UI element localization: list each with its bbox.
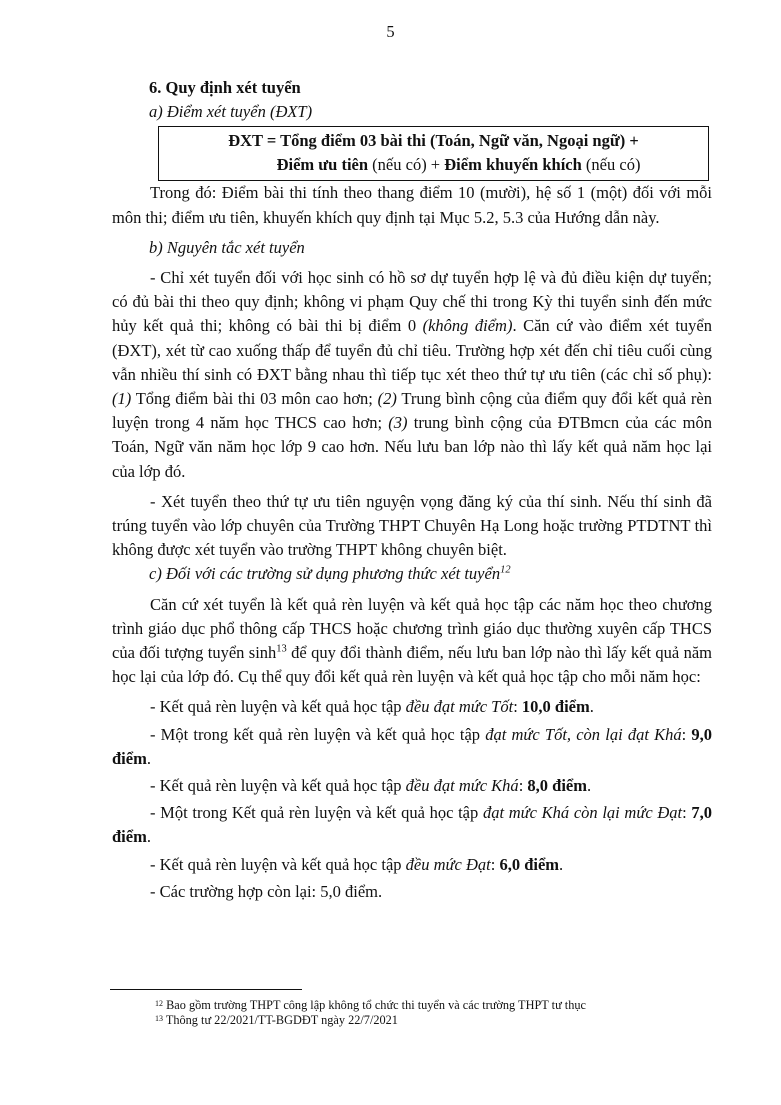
conversion-rule-item: - Kết quả rèn luyện và kết quả học tập đều đạt mức Tốt: 10,0 điểm. (150, 697, 594, 717)
conversion-rule-item: - Kết quả rèn luyện và kết quả học tập đều đạt mức Khá: 8,0 điểm. (150, 776, 592, 796)
subheading-b: b) Nguyên tắc xét tuyển (149, 237, 305, 257)
subheading-c: c) Đối với các trường sử dụng phương thức xét tuyển$^{12}$ (149, 564, 511, 584)
formula-text: (nếu có) (581, 155, 641, 175)
paragraph-a: Trong đó: Điểm bài thi tính theo thang điểm 10 (mười), hệ số 1 (một) đối với mỗi môn thi; điểm ưu tiên, khuyến khích quy định tại Mục 5.2, 5.3 của Hướng dẫn này. (112, 183, 712, 227)
conversion-rules-list (112, 695, 712, 904)
conversion-rule-item: - Kết quả rèn luyện và kết quả học tập đều mức Đạt: 6,0 điểm. (150, 854, 564, 874)
footnote-ref-13[interactable]: 13 (276, 643, 287, 655)
conversion-rule-item: - Một trong Kết quả rèn luyện và kết quả học tập đạt mức Khá còn lại mức Đạt: 7,0 điểm. (112, 803, 712, 847)
footnotes (155, 998, 586, 1028)
formula-line-1: ĐXT = Tổng điểm 03 bài thi (Toán, Ngữ văn, Ngoại ngữ) + (228, 131, 639, 151)
paragraph-c: Căn cứ xét tuyển là kết quả rèn luyện và kết quả học tập các năm học theo chương trình giáo dục phổ thông cấp THCS hoặc chương trình giáo dục thường xuyên cấp THCS của đối tượng tuyển $\sinh^{13}$ để quy đổi thành điểm, nếu lưu ban lớp nào thì lấy kết quả năm học lại của lớp đó. Cụ thể quy đổi kết quả rèn luyện và kết quả học tập cho mỗi năm học: (112, 594, 712, 687)
footnote-13 (155, 1013, 586, 1028)
footnote-ref-12[interactable]: 12 (500, 564, 511, 576)
conversion-rule-item: - Một trong kết quả rèn luyện và kết quả học tập đạt mức Tốt, còn lại đạt Khá: 9,0 điểm. (112, 724, 712, 768)
footnote-12 (155, 998, 586, 1013)
footnote-number: 13 (155, 1014, 163, 1023)
formula-priority-points: Điểm ưu tiên (276, 155, 369, 175)
paragraph-b1: - Chỉ xét tuyển đối với học sinh có hồ sơ dự tuyển hợp lệ và đủ điều kiện dự tuyển; có đủ bài thi theo quy định; không vi phạm Quy chế thi trong Kỳ thi tuyển sinh đến mức hủy kết quả thi; không có bài thi bị điểm 0 (không điểm). Căn cứ vào điểm xét tuyển (ĐXT), xét từ cao xuống thấp để tuyển đủ chỉ tiêu. Trường hợp xét đến chỉ tiêu cuối cùng vẫn nhiều thí sinh có ĐXT bằng nhau thì tiếp tục xét theo thứ tự ưu tiên (các chỉ số phụ): (1) Tổng điểm bài thi 03 môn cao hơn; (2) Trung bình cộng của điểm quy đổi kết quả rèn luyện trong 4 năm học THCS cao hơn; (3) trung bình cộng của ĐTBmcn của các môn Toán, Ngữ văn năm học lớp 9 cao hơn. Nếu lưu ban lớp nào thì lấy kết quả năm học lại của lớp đó. (112, 268, 712, 481)
section-heading: 6. Quy định xét tuyển (149, 78, 301, 97)
footnote-text: Bao gồm trường THPT công lập không tổ chức thi tuyển và các trường THPT tư thục (163, 998, 586, 1012)
page-number: 5 (386, 22, 395, 41)
paragraph-b2: - Xét tuyển theo thứ tự ưu tiên nguyện vọng đăng ký của thí sinh. Nếu thí sinh đã trúng tuyển vào lớp chuyên của Trường THPT Chuyên Hạ Long hoặc trường PTDTNT thì không được xét tuyển vào trường THPT không chuyên biệt. (112, 491, 712, 560)
subheading-a: a) Điểm xét tuyển (ĐXT) (149, 102, 313, 122)
formula-line-2 (159, 153, 708, 177)
conversion-rule-item: - Các trường hợp còn lại: 5,0 điểm. (150, 881, 383, 901)
document-body (112, 76, 712, 904)
formula-bonus-points: Điểm khuyến khích (444, 155, 582, 175)
formula-box (158, 126, 709, 181)
footnote-text: Thông tư 22/2021/TT-BGDĐT ngày 22/7/2021 (163, 1013, 398, 1027)
footnote-separator (110, 989, 302, 990)
formula-text: (nếu có) + (368, 155, 445, 175)
footnote-number: 12 (155, 999, 163, 1008)
